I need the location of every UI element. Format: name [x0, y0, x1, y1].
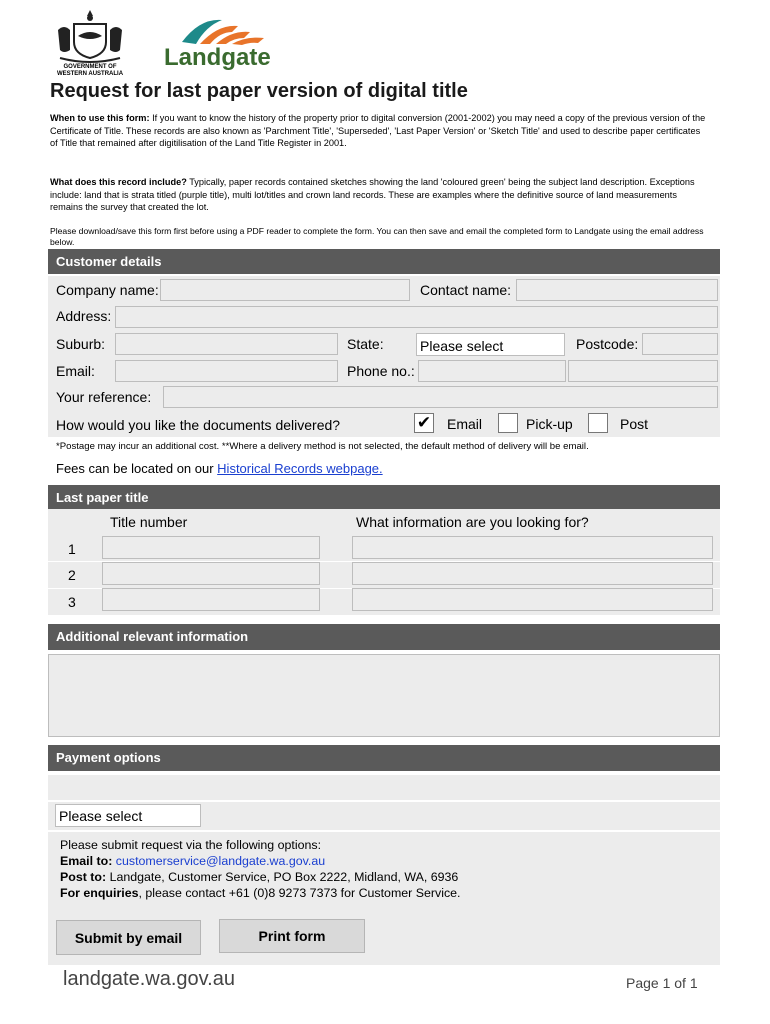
enquiries-text: , please contact +61 (0)8 9273 7373 for Customer Service.: [138, 886, 461, 900]
fees-line: [56, 461, 383, 476]
title-row-number: 1: [68, 541, 76, 557]
intro-what-text: Typically, paper records contained sketches showing the land 'coloured green' being the subject land description. Exceptions include: land that is strata titled (purple title), multi lot/titles and crown land records. These are examples where the definitive source of land measurements remains the survey that created the lot.: [50, 177, 695, 213]
title-number-field[interactable]: [102, 588, 320, 611]
page-title: Request for last paper version of digital title: [50, 80, 468, 102]
intro-when-label: When to use this form:: [50, 113, 150, 123]
email-to-line: [60, 854, 325, 868]
title-number-field[interactable]: [102, 536, 320, 559]
print-form-button[interactable]: Print form: [219, 919, 365, 953]
phone-field[interactable]: [418, 360, 566, 382]
enquiries-line: [60, 886, 461, 900]
reference-field[interactable]: [163, 386, 718, 408]
postage-note: *Postage may incur an additional cost. **Where a delivery method is not selected, the default method of delivery will be email.: [56, 441, 589, 452]
post-to-address: Landgate, Customer Service, PO Box 2222, Midland, WA, 6936: [109, 870, 459, 884]
title-row-number: 3: [68, 594, 76, 610]
address-field[interactable]: [115, 306, 718, 328]
intro-when-text: If you want to know the history of the property prior to digital conversion (2001-2002) you may need a copy of the previous version of the Certificate of Title. These records are also known as 'Parchment Title', 'Superseded', 'Last Paper Version' or 'Sketch Title' and used to describe paper certificates of Title that remained after digitilisation of the Land Title Register in 2001.: [50, 113, 706, 149]
historical-records-link[interactable]: Historical Records webpage.: [217, 461, 383, 476]
state-label: State:: [347, 336, 384, 352]
email-to-label: Email to:: [60, 854, 113, 868]
reference-label: Your reference:: [56, 389, 152, 405]
customer-service-email-link[interactable]: customerservice@landgate.wa.gov.au: [115, 854, 326, 868]
postcode-field[interactable]: [642, 333, 718, 355]
delivery-pickup-checkbox[interactable]: [498, 413, 518, 433]
information-column-header: What information are you looking for?: [356, 514, 589, 530]
intro-when: [50, 112, 710, 150]
contact-name-field[interactable]: [516, 279, 718, 301]
customer-details-header: Customer details: [48, 249, 720, 274]
footer-website: landgate.wa.gov.au: [63, 968, 235, 990]
state-select[interactable]: Please select: [416, 333, 565, 356]
intro-what-label: What does this record include?: [50, 177, 187, 187]
wa-government-crest: [52, 8, 128, 64]
delivery-question: How would you like the documents delivered?: [56, 417, 341, 433]
contact-name-label: Contact name:: [420, 282, 512, 298]
title-number-column-header: Title number: [110, 514, 188, 530]
page-number: Page 1 of 1: [626, 975, 698, 991]
phone-field-extra[interactable]: [568, 360, 718, 382]
information-field[interactable]: [352, 536, 713, 559]
suburb-field[interactable]: [115, 333, 338, 355]
payment-select[interactable]: Please select: [55, 804, 201, 827]
delivery-email-label: Email: [447, 416, 483, 432]
company-name-label: Company name:: [56, 282, 159, 298]
delivery-post-label: Post: [620, 416, 649, 432]
fees-text: Fees can be located on our: [56, 461, 218, 476]
information-field[interactable]: [352, 588, 713, 611]
submit-by-email-button[interactable]: Submit by email: [56, 920, 201, 955]
additional-info-textarea[interactable]: [48, 654, 720, 737]
address-label: Address:: [56, 308, 112, 324]
submit-intro: Please submit request via the following options:: [60, 838, 322, 852]
post-to-line: [60, 870, 458, 884]
landgate-logo-mark: [180, 14, 270, 46]
payment-spacer-row: [48, 775, 720, 800]
email-label: Email:: [56, 363, 95, 379]
delivery-post-checkbox[interactable]: [588, 413, 608, 433]
phone-label: Phone no.:: [347, 363, 415, 379]
email-field[interactable]: [115, 360, 338, 382]
delivery-email-checkbox[interactable]: ✔: [414, 413, 434, 433]
download-note: Please download/save this form first before using a PDF reader to complete the form. You can then save and email the completed form to Landgate using the email address below.: [50, 226, 704, 247]
title-row-number: 2: [68, 567, 76, 583]
gov-line-2: WESTERN AUSTRALIA: [56, 71, 124, 77]
additional-info-header: Additional relevant information: [48, 624, 720, 650]
postcode-label: Postcode:: [576, 336, 639, 352]
suburb-label: Suburb:: [56, 336, 106, 352]
payment-options-header: Payment options: [48, 745, 720, 771]
delivery-pickup-label: Pick-up: [526, 416, 573, 432]
enquiries-label: For enquiries: [60, 886, 139, 900]
gov-line-1: GOVERNMENT OF: [63, 64, 117, 70]
title-number-field[interactable]: [102, 562, 320, 585]
last-paper-title-header: Last paper title: [48, 485, 720, 509]
post-to-label: Post to:: [60, 870, 107, 884]
landgate-logo-text: Landgate: [164, 44, 271, 71]
intro-what: [50, 176, 710, 214]
information-field[interactable]: [352, 562, 713, 585]
company-name-field[interactable]: [160, 279, 410, 301]
